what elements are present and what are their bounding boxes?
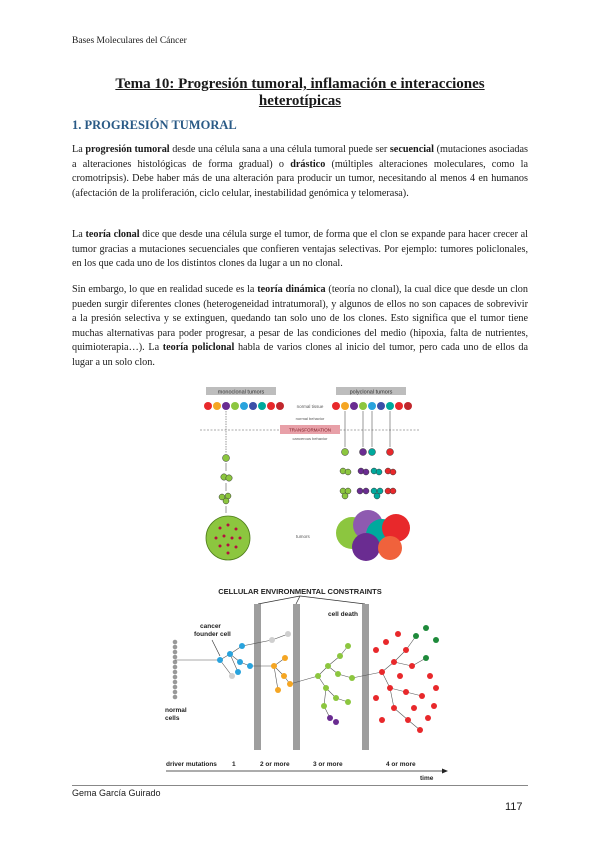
text-run: (múltiples alteraciones moleculares, como la cromotripsis). Debe haber más de una alteración para producir un tumor, necesitando al menos 4 en humanos (afectación de la proliferación, ciclo celular, inestabilidad genómica y telomerasa). [72, 158, 528, 199]
constraint-barrier-1 [254, 604, 261, 750]
footer-divider [72, 785, 528, 786]
bold-term: teoría clonal [85, 229, 140, 240]
second-clone-cells [269, 631, 293, 693]
paragraph-progression [72, 143, 528, 201]
normal-tissue-label: normal tissue [296, 404, 324, 409]
founder-clone-cells [217, 643, 253, 679]
bold-term: secuencial [389, 144, 434, 155]
text-run: desde una célula sana a una célula tumoral puede ser [169, 144, 390, 155]
text-run: dice que desde una célula surge el tumor, de forma que el clon se expande para hacer crecer al tumor gracias a mutaciones secuenciales que confieren ventajas selectivas. Por ejemplo: tumores policlonales, en los que cada uno de los distintos clones da lugar a un no clonal. [72, 229, 528, 270]
text-run: La [72, 144, 86, 155]
monoclonal-label: monoclonal tumors [217, 389, 265, 396]
normal-behavior-label: normal behavior [295, 416, 325, 421]
lineage-edges [175, 634, 426, 730]
tumors-label: tumors [296, 534, 310, 539]
founder-cell-label-2: founder cell [194, 631, 231, 638]
constraint-barrier-3 [362, 604, 369, 750]
bold-term: teoría dinámica [257, 284, 326, 295]
constraints-label: CELLULAR ENVIRONMENTAL CONSTRAINTS [218, 587, 382, 596]
stage-3-label: 3 or more [313, 761, 343, 768]
normal-tissue-row-left [204, 402, 284, 410]
polyclonal-tumor [336, 510, 410, 561]
bold-term: teoría policlonal [162, 342, 235, 354]
bold-term: drástico [290, 158, 326, 170]
fourth-clone-subclone [413, 625, 439, 661]
stage-2-label: 2 or more [260, 761, 290, 768]
constraint-arrows [258, 596, 365, 604]
text-run: (mutaciones asociadas a alteraciones histológicas de forma gradual) o [72, 144, 528, 170]
bold-term: progresión tumoral [85, 144, 170, 155]
fourth-clone-cells [373, 631, 439, 733]
text-run: habla de varios clones al inicio del tumor, pero cada uno de ellos da lugar a un solo clon. [72, 342, 528, 368]
transformation-label: TRANSFORMATION [289, 427, 331, 433]
page-number: 117 [505, 801, 523, 813]
monoclonal-lineage [219, 411, 232, 513]
stage-1-label: 1 [232, 761, 236, 768]
third-clone-cells [315, 643, 355, 725]
text-run: (teoría no clonal), la cual dice que desde un clon pueden surgir diferentes clones (heterogeneidad intratumoral), y algunos de ellos no son capaces de sobrevivir a la presión selectiva y se extinguen, quedando tan solo uno de los clones. Esto significa que el tumor tiene muchas alternativas para poder progresar, a pesar de las condiciones del medio (hipoxia, falta de nutrientes, quimioterapia…). La [72, 284, 528, 354]
normal-tissue-row-right [332, 402, 412, 410]
section-heading: 1. PROGRESIÓN TUMORAL [72, 118, 237, 132]
paragraph-dynamic-theory [72, 283, 528, 371]
page-title [60, 76, 540, 110]
polyclonal-label: polyclonal tumors [349, 389, 393, 396]
clonal-tumors-figure [200, 383, 420, 563]
time-label: time [420, 775, 434, 780]
cell-death-label: cell death [328, 611, 358, 618]
footer-author: Gema García Guirado [72, 788, 161, 798]
normal-cells-column [173, 640, 178, 700]
driver-mutations-label: driver mutations [166, 761, 217, 768]
text-run: La [72, 229, 86, 240]
clonal-evolution-figure [150, 580, 450, 780]
text-run: Sin embargo, lo que en realidad sucede es la [72, 284, 258, 295]
normal-cells-label-2: cells [165, 715, 180, 722]
founder-cell-label-1: cancer [200, 623, 221, 630]
paragraph-clonal-theory [72, 228, 528, 272]
title-line-2: heterotípicas [258, 93, 342, 109]
constraint-barrier-2 [293, 604, 300, 750]
founder-pointer [212, 640, 220, 656]
document-header: Bases Moleculares del Cáncer [72, 36, 187, 46]
title-line-1: Tema 10: Progresión tumoral, inflamación e interacciones [115, 76, 485, 92]
cancerous-behavior-label: cancerous behavior [292, 436, 328, 441]
normal-cells-label-1: normal [165, 707, 187, 714]
stage-4-label: 4 or more [386, 761, 416, 768]
time-arrow-head [442, 769, 448, 774]
polyclonal-lineages [340, 411, 396, 499]
